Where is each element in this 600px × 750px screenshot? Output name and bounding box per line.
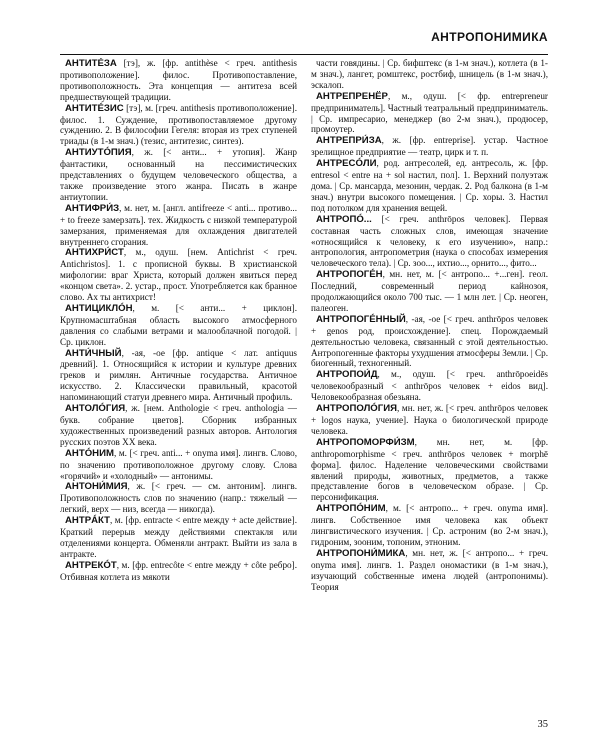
entry-headword: АНТИТÉЗИС xyxy=(65,102,124,114)
entry-definition: [тэ], ж. [фр. antithèse < греч. antithesis противоположение]. филос. Противопоставление, противоположность. Эта концепция — антитеза всей предшествующей традиции. xyxy=(60,58,297,102)
entry-headword: АНТРЕПРЕНЁР xyxy=(316,90,388,102)
entry-headword: АНТРЕПРИ́ЗА xyxy=(316,135,382,147)
header-title: АНТРОПОНИМИКА xyxy=(431,30,548,44)
dictionary-entry xyxy=(311,403,548,437)
dictionary-entry xyxy=(60,203,297,248)
entry-definition: , м. [< антропо... + греч. onyma имя]. лингв. Собственное имя человека как объект лингвистического изучения. | Ср. астроним (во 2-м знач.), гидроним, зооним, топоним, этноним. xyxy=(311,503,548,547)
dictionary-entry xyxy=(311,369,548,403)
entry-headword: АНТРОПОГÉН xyxy=(316,269,383,281)
entry-headword: АНТРОПОИ́Д xyxy=(316,369,378,381)
entry-headword: АНТИФРИ́З xyxy=(65,202,120,214)
entry-definition: , мн. нет, м. [< антропо... +...ген]. геол. Последний, современный период кайнозоя, продолжающийся около 700 тыс. — 1 млн лет. | Ср. неоген, палеоген. xyxy=(311,269,548,313)
dictionary-entry xyxy=(311,314,548,370)
dictionary-entry xyxy=(311,269,548,314)
entry-headword: АНТИЦИКЛÓН xyxy=(65,302,133,314)
entry-definition: , м., одуш. [< греч. anthrōpoeidēs человекообразный < anthrōpos человек + eidos вид]. Человекообразная обезьяна. xyxy=(311,369,548,403)
entry-headword: АНТРОПÓНИМ xyxy=(316,503,386,515)
entry-definition: , мн. нет, ж. [< антропо... + греч. onyma имя]. лингв. 1. Раздел ономастики (в 1-м знач.), изучающий собственные имена людей (антропонимы). Теория xyxy=(311,547,548,592)
dictionary-entry xyxy=(311,548,548,593)
entry-definition: , ж. [< анти... + утопия]. Жанр фантастики, основанный на пессимистических представлениях о будущем человеческого общества, а также произведение этого жанра. Писать в жанре антиутопии. xyxy=(60,147,297,202)
entry-headword: АНТÓНИМ xyxy=(65,447,114,459)
entry-headword: АНТИТÉЗА xyxy=(65,58,117,69)
entry-definition: [< греч. anthrōpos человек]. Первая составная часть сложных слов, имеющая значение «относящийся к человеку, к его изучению», напр.: антропология, антропометрия (наука о способах измерения человеческого тела). | Ср. зоо..., ихтио..., орнито..., фито... xyxy=(311,213,548,269)
entry-headword: АНТРÁКТ xyxy=(65,515,110,527)
entry-headword: АНТИХРИ́СТ xyxy=(65,247,124,259)
entry-headword: АНТРОПОЛÓГИЯ xyxy=(316,403,397,415)
entry-definition: , м. нет, м. [англ. antifreeze < anti... противо... + to freeze замерзать]. тех. Жидкость с низкой температурой замерзания, применяемая для охлаждения двигателей внутреннего сгорания. xyxy=(60,202,297,247)
page-number: 35 xyxy=(537,719,548,730)
dictionary-entry xyxy=(60,147,297,203)
dictionary-entry xyxy=(311,214,548,270)
dictionary-entry xyxy=(60,560,297,583)
entry-headword: АНТРЕКÓТ xyxy=(65,559,117,571)
entry-definition: части говядины. | Ср. бифштекс (в 1-м знач.), котлета (в 1-м знач.), лангет, ромштекс, ростбиф, шницель (в 1-м знач.), эскалоп. xyxy=(311,58,548,90)
entry-headword: АНТИУТÓПИЯ xyxy=(65,147,132,159)
dictionary-entry xyxy=(60,247,297,303)
entry-headword: АНТРОПОГÉННЫЙ xyxy=(316,313,406,325)
entry-definition: , мн. нет, ж. [< греч. anthrōpos человек + logos наука, учение]. Наука о биологической природе человека. xyxy=(311,403,548,436)
entry-headword: АНТРЕСÓЛИ xyxy=(316,158,377,170)
dictionary-entry xyxy=(311,158,548,214)
entry-definition: , м. [фр. entrecôte < entre между + côte ребро]. Отбивная котлета из мякоти xyxy=(60,559,297,582)
entry-headword: АНТРОПÓ... xyxy=(316,213,372,225)
entry-definition: , м., одуш. [нем. Antichrist < греч. Antichristos]. 1. с прописной буквы. В христианской мифологии: враг Христа, который должен явиться перед «концом света». 2. устар., прост. Употребляется как бранное слово. Ах ты антихрист! xyxy=(60,247,297,303)
dictionary-entry xyxy=(60,58,297,103)
entry-definition: , мн. нет, м. [фр. anthropomorphisme < греч. anthrōpos человек + morphē форма]. филос. Наделение человеческими свойствами явлений природы, животных, предметов, а также представление богов в человеческом образе. | Ср. персонификация. xyxy=(311,436,548,503)
dictionary-entry xyxy=(311,437,548,503)
dictionary-entry xyxy=(60,348,297,404)
entry-definition: , м. [< греч. anti... + onyma имя]. лингв. Слово, по значению противоположное другому слову. Слова «горячий» и «холодный» — антонимы. xyxy=(60,447,297,481)
dictionary-entry xyxy=(60,103,297,148)
entry-headword: АНТИ́ЧНЫЙ xyxy=(65,347,122,359)
dictionary-entry xyxy=(311,503,548,548)
dictionary-entry xyxy=(311,135,548,158)
entry-definition: , -ая, -ое [фр. antique < лат. antiquus древний]. 1. Относящийся к истории и культуре древних греков и римлян. Античные государства. Античное искусство. 2. Классически правильный, красотой напоминающий статуи древнего мира. Античный профиль. xyxy=(60,347,297,403)
entry-definition: , ж. [нем. Anthologie < греч. anthologia — букв. собрание цветов]. Сборник избранных художественных произведений разных авторов. Антология русских поэтов XX века. xyxy=(60,403,297,447)
dictionary-entry xyxy=(60,448,297,482)
entry-headword: АНТОЛÓГИЯ xyxy=(65,403,126,415)
running-header xyxy=(60,24,548,55)
entry-definition: , род. антресолей, ед. антресоль, ж. [фр. entresol < entre на + sol настил, пол]. 1. Верхний полуэтаж дома. | Ср. мансарда, мезонин, чердак. 2. Род балкона (в 1-м знач.) внутри высокого помещения. | Ср. хоры. 3. Настил под потолком для хранения вещей. xyxy=(311,158,548,213)
entry-definition: , -ая, -ое [< греч. anthrōpos человек + genos род, происхождение]. спец. Порождаемый деятельностью человека, связанный с этой деятельностью. Антропогенные факторы ухудшения атмосферы Земли. | Ср. биогенный, техногенный. xyxy=(311,313,548,369)
right-column xyxy=(311,58,548,718)
dictionary-entry xyxy=(60,303,297,348)
dictionary-entry xyxy=(60,481,297,515)
dictionary-entry xyxy=(311,58,548,91)
entry-headword: АНТРОПОМОРФИ́ЗМ xyxy=(316,436,415,448)
entry-definition: , м. [фр. entracte < entre между + acte действие]. Краткий перерыв между действиями спектакля или отделениями концерта. Обменяли антракт. Выйти из зала в антракте. xyxy=(60,515,297,559)
entry-headword: АНТОНИ́МИЯ xyxy=(65,481,128,493)
dictionary-entry xyxy=(60,515,297,560)
entry-headword: АНТРОПОНИ́МИКА xyxy=(316,547,406,559)
entry-definition: , м. [< анти... + циклон]. Крупномасштабная область высокого атмосферного давления со слабыми ветрами и малооблачной погодой. | Ср. циклон. xyxy=(60,302,297,347)
dictionary-entry xyxy=(60,403,297,448)
entry-definition: , ж. [< греч. — см. антоним]. лингв. Противоположность слов по значению (напр.: тяжелый — легкий, верх — низ, всегда — никогда). xyxy=(60,481,297,515)
dictionary-entry xyxy=(311,91,548,136)
left-column xyxy=(60,58,297,718)
entry-definition: , ж. [фр. entreprise]. устар. Частное зрелищное предприятие — театр, цирк и т. п. xyxy=(311,135,548,158)
entry-definition: [тэ], м. [греч. antithesis противоположение]. филос. 1. Суждение, противопоставляемое другому суждению. 2. В философии Гегеля: вторая из трех ступеней триады (в 1-м знач.) (тезис, антитезис, синтез). xyxy=(60,102,297,147)
entry-definition: , м., одуш. [< фр. entrepreneur предприниматель]. Частный театральный предприниматель. | Ср. импресарио, менеджер (во 2-м знач.), продюсер, промоутер. xyxy=(311,90,548,135)
